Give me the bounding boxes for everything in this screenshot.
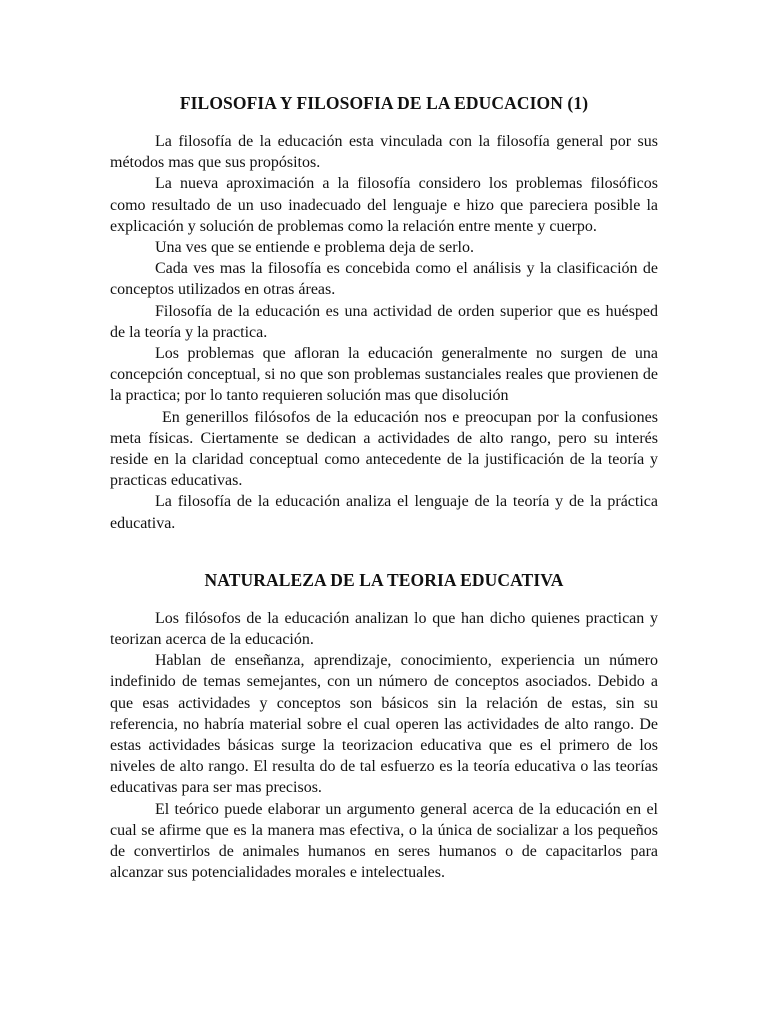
paragraph: La filosofía de la educación analiza el lenguaje de la teoría y de la práctica educativa. <box>110 493 658 532</box>
paragraph: Una ves que se entiende e problema deja de serlo. <box>155 239 474 257</box>
paragraph: Los problemas que afloran la educación generalmente no surgen de una concepción conceptual, si no que son problemas sustanciales reales que provienen de la practica; por lo tanto requieren solución mas que disolución <box>110 345 658 405</box>
section-title: FILOSOFIA Y FILOSOFIA DE LA EDUCACION (1) <box>179 93 589 113</box>
paragraph: Los filósofos de la educación analizan lo que han dicho quienes practican y teorizan acerca de la educación. <box>110 609 658 649</box>
paragraph: Filosofía de la educación es una actividad de orden superior que es huésped de la teoría y la practica. <box>110 302 658 341</box>
paragraph: En generillos filósofos de la educación nos e preocupan por la confusiones meta físicas. Ciertamente se dedican a actividades de alto rango, pero su interés reside en la claridad conceptual como antecedente de la justificación de la teoría y practicas educativas. <box>110 408 658 490</box>
paragraph: El teórico puede elaborar un argumento general acerca de la educación en el cual se afirme que es la manera mas efectiva, o la única de socializar a los pequeños de convertirlos de animales humanos en seres humanos o de capacitarlos para alcanzar sus potencialidades morales e intelectuales. <box>110 800 658 882</box>
paragraph: La nueva aproximación a la filosofía considero los problemas filosóficos como resultado de un uso inadecuado del lenguaje e hizo que pareciera posible la explicación y solución de problemas como la relación entre mente y cuerpo. <box>110 175 658 235</box>
document-page <box>110 84 658 884</box>
paragraph: Hablan de enseñanza, aprendizaje, conocimiento, experiencia un número indefinido de temas semejantes, con un número de conceptos asociados. Debido a que esas actividades y conceptos son básicos sin la relación de estas, sin su referencia, no habría material sobre el cual operen las actividades de alto rango. De estas actividades básicas surge la teorizacion educativa que es el primero de los niveles de alto rango. El resulta do de tal esfuerzo es la teoría educativa o las teorías educativas para ser mas precisos. <box>110 652 658 797</box>
paragraph: La filosofía de la educación esta vinculada con la filosofía general por sus métodos mas que sus propósitos. <box>110 133 658 172</box>
paragraph: Cada ves mas la filosofía es concebida como el análisis y la clasificación de conceptos utilizados en otras áreas. <box>110 260 658 299</box>
section-title: NATURALEZA DE LA TEORIA EDUCATIVA <box>204 569 564 590</box>
